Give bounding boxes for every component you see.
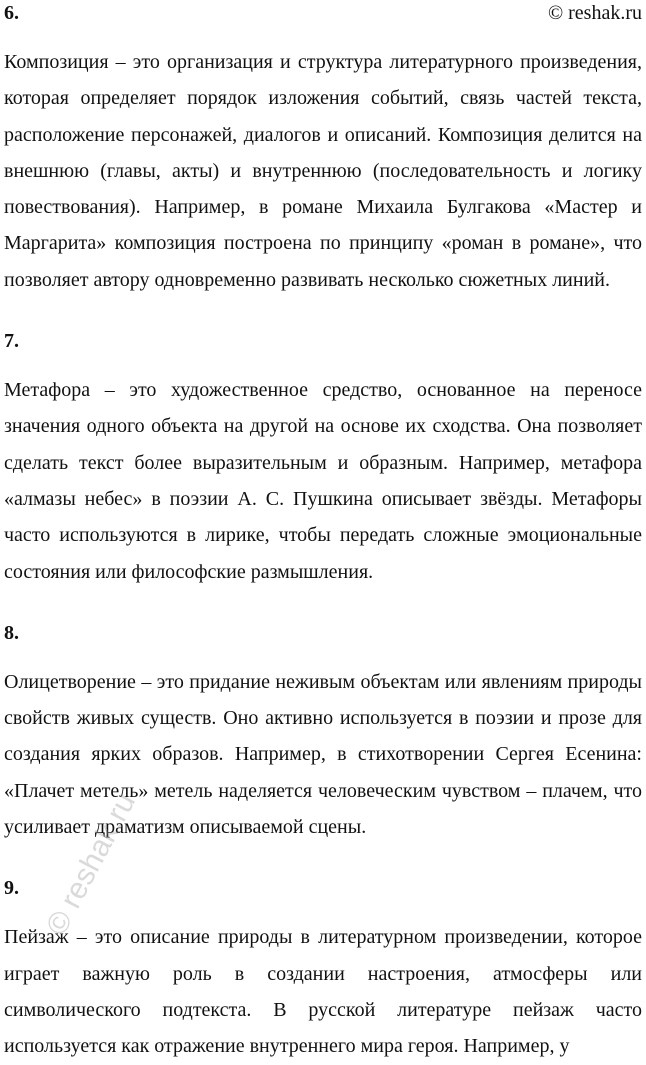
section-text-6: Композиция – это организация и структура литературного произведения, которая определяет порядок изложения событий, связь частей текста, расположение персонажей, диалогов и описаний. Композиция делится на внешнюю (главы, акты) и внутреннюю (последовательность и логику повествования). Например, в романе Михаила Булгакова «Мастер и Маргарита» композиция построена по принципу «роман в романе», что позволяет автору одновременно развивать несколько сюжетных линий. bbox=[4, 51, 642, 291]
section-text-9: Пейзаж – это описание природы в литературном произведении, которое играет важную роль в создании настроения, атмосферы или символического подтекста. В русской литературе пейзаж часто используется как отражение внутреннего мира героя. Например, у bbox=[4, 926, 642, 1058]
section-number-9: 9. bbox=[4, 877, 19, 900]
copyright-label: © reshak.ru bbox=[547, 2, 642, 24]
watermark: © reshak.ru bbox=[40, 787, 143, 941]
section-text-8: Олицетворение – это придание неживым объектам или явлениям природы свойств живых существ. Оно активно используется в поэзии и прозе для создания ярких образов. Например, в стихотворении Сергея Есенина: «Плачет метель» метель наделяется человеческим чувством – плачем, что усиливает драматизм описываемой сцены. bbox=[4, 670, 642, 839]
section-number-8: 8. bbox=[4, 621, 19, 644]
section-number-6: 6. bbox=[4, 2, 19, 24]
header-row bbox=[4, 0, 642, 26]
section-number-7: 7. bbox=[4, 330, 19, 353]
section-text-7: Метафора – это художественное средство, основанное на переносе значения одного объекта на другой на основе их сходства. Она позволяет сделать текст более выразительным и образным. Например, метафора «алмазы небес» в поэзии А. С. Пушкина описывает звёзды. Метафоры часто используются в лирике, чтобы передать сложные эмоциональные состояния или философские размышления. bbox=[4, 379, 642, 583]
